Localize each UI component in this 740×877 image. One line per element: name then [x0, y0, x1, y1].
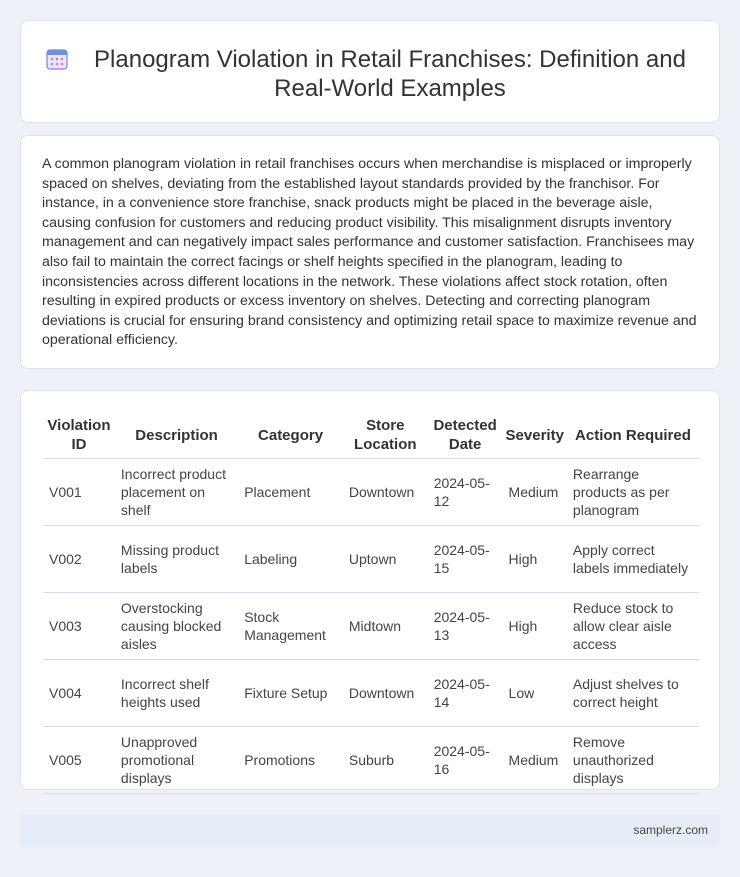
cell-category: Labeling — [238, 526, 343, 593]
cell-violation-id: V002 — [43, 526, 115, 593]
cell-store-location: Downtown — [343, 660, 428, 727]
cell-action-required: Adjust shelves to correct height — [567, 660, 699, 727]
cell-store-location: Uptown — [343, 526, 428, 593]
header-description: Description — [115, 412, 238, 459]
cell-description: Overstocking causing blocked aisles — [115, 593, 238, 660]
table-row — [43, 660, 699, 727]
cell-violation-id: V005 — [43, 727, 115, 794]
footer-bar — [20, 814, 720, 847]
table-card — [20, 390, 720, 790]
cell-action-required: Apply correct labels immediately — [567, 526, 699, 593]
title-card — [20, 20, 720, 123]
cell-severity: High — [503, 593, 567, 660]
intro-card — [20, 135, 720, 369]
cell-action-required: Reduce stock to allow clear aisle access — [567, 593, 699, 660]
cell-detected-date: 2024-05-14 — [428, 660, 503, 727]
table-row — [43, 459, 699, 526]
cell-category: Promotions — [238, 727, 343, 794]
header-store-location: Store Location — [343, 412, 428, 459]
header-category: Category — [238, 412, 343, 459]
violations-table — [43, 412, 699, 794]
cell-severity: Low — [503, 660, 567, 727]
table-row — [43, 593, 699, 660]
cell-detected-date: 2024-05-16 — [428, 727, 503, 794]
cell-description: Missing product labels — [115, 526, 238, 593]
cell-description: Unapproved promotional displays — [115, 727, 238, 794]
cell-detected-date: 2024-05-13 — [428, 593, 503, 660]
cell-severity: Medium — [503, 727, 567, 794]
cell-store-location: Suburb — [343, 727, 428, 794]
cell-violation-id: V001 — [43, 459, 115, 526]
intro-paragraph: A common planogram violation in retail franchises occurs when merchandise is misplaced or improperly spaced on shelves, deviating from the established layout standards provided by the franchisor. For instance, in a convenience store franchise, snack products might be placed in the beverage aisle, causing confusion for customers and reducing product visibility. This misalignment disrupts inventory management and can negatively impact sales performance and customer satisfaction. Franchisees may also fail to maintain the correct facings or shelf heights specified in the planogram, leading to inconsistencies across different locations in the network. These violations affect stock rotation, often resulting in expired products or excess inventory on shelves. Detecting and correcting planogram deviations is crucial for ensuring brand consistency and optimizing retail space to maximize revenue and operational efficiency. — [42, 156, 697, 349]
page-title: Planogram Violation in Retail Franchises: Definition and Real-World Examples — [94, 46, 686, 102]
cell-violation-id: V004 — [43, 660, 115, 727]
cell-category: Fixture Setup — [238, 660, 343, 727]
cell-severity: High — [503, 526, 567, 593]
footer-brand[interactable]: samplerz.com — [633, 823, 708, 837]
cell-detected-date: 2024-05-15 — [428, 526, 503, 593]
cell-category: Stock Management — [238, 593, 343, 660]
cell-severity: Medium — [503, 459, 567, 526]
cell-action-required: Rearrange products as per planogram — [567, 459, 699, 526]
header-action-required: Action Required — [567, 412, 699, 459]
cell-store-location: Downtown — [343, 459, 428, 526]
header-violation-id: Violation ID — [43, 412, 115, 459]
cell-category: Placement — [238, 459, 343, 526]
table-row — [43, 727, 699, 794]
cell-description: Incorrect shelf heights used — [115, 660, 238, 727]
header-detected-date: Detected Date — [428, 412, 503, 459]
table-row — [43, 526, 699, 593]
cell-action-required: Remove unauthorized displays — [567, 727, 699, 794]
header-severity: Severity — [503, 412, 567, 459]
table-header-row — [43, 412, 699, 459]
cell-description: Incorrect product placement on shelf — [115, 459, 238, 526]
cell-store-location: Midtown — [343, 593, 428, 660]
cell-violation-id: V003 — [43, 593, 115, 660]
cell-detected-date: 2024-05-12 — [428, 459, 503, 526]
